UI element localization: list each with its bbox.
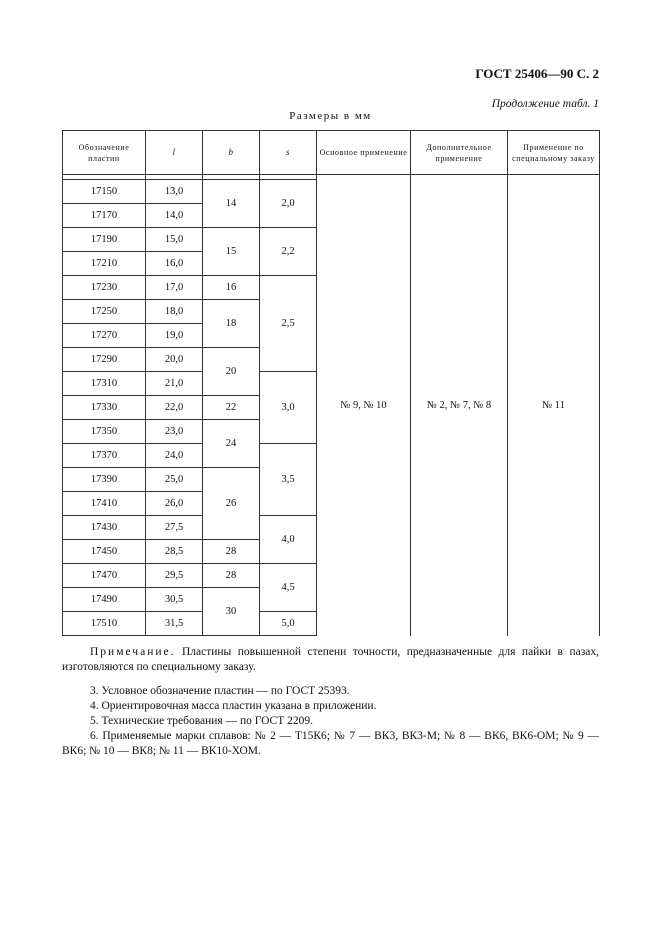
numbered-items — [62, 684, 599, 759]
cell-l: 14,0 — [146, 204, 203, 228]
cell-designation: 17150 — [63, 180, 146, 204]
cell-l: 20,0 — [146, 348, 203, 372]
header-designation: Обозначение пластин — [63, 131, 146, 175]
cell-l: 28,5 — [146, 540, 203, 564]
cell-l: 19,0 — [146, 324, 203, 348]
cell-l: 27,5 — [146, 516, 203, 540]
cell-b: 15 — [203, 228, 260, 276]
cell-b: 30 — [203, 588, 260, 636]
cell-l: 17,0 — [146, 276, 203, 300]
cell-designation: 17490 — [63, 588, 146, 612]
cell-l: 22,0 — [146, 396, 203, 420]
cell-s: 2,5 — [260, 276, 317, 372]
cell-b: 22 — [203, 396, 260, 420]
numbered-item: 3. Условное обозначение пластин — по ГОСТ 25393. — [90, 685, 350, 697]
cell-b: 14 — [203, 180, 260, 228]
cell-designation: 17390 — [63, 468, 146, 492]
dimensions-caption: Размеры в мм — [289, 110, 372, 122]
cell-l: 15,0 — [146, 228, 203, 252]
cell-s: 2,2 — [260, 228, 317, 276]
cell-designation: 17370 — [63, 444, 146, 468]
note-label: Примечание. — [90, 646, 176, 658]
cell-b: 26 — [203, 468, 260, 540]
cell-designation: 17430 — [63, 516, 146, 540]
cell-designation: 17170 — [63, 204, 146, 228]
cell-s: 3,5 — [260, 444, 317, 516]
cell-designation: 17250 — [63, 300, 146, 324]
numbered-item: 4. Ориентировочная масса пластин указана в приложении. — [90, 700, 377, 712]
cell-b: 20 — [203, 348, 260, 396]
cell-l: 30,5 — [146, 588, 203, 612]
cell-l: 29,5 — [146, 564, 203, 588]
cell-designation: 17210 — [63, 252, 146, 276]
header-l: l — [146, 131, 203, 175]
cell-l: 26,0 — [146, 492, 203, 516]
header-b: b — [203, 131, 260, 175]
cell-l: 31,5 — [146, 612, 203, 636]
cell-additional-application: № 2, № 7, № 8 — [411, 175, 508, 636]
cell-designation: 17510 — [63, 612, 146, 636]
cell-b: 16 — [203, 276, 260, 300]
cell-designation: 17410 — [63, 492, 146, 516]
table-continuation-label: Продолжение табл. 1 — [491, 98, 599, 110]
cell-l: 23,0 — [146, 420, 203, 444]
cell-b: 28 — [203, 540, 260, 564]
cell-l: 21,0 — [146, 372, 203, 396]
page-header: ГОСТ 25406—90 С. 2 — [475, 66, 599, 81]
cell-b: 24 — [203, 420, 260, 468]
cell-s: 4,0 — [260, 516, 317, 564]
cell-designation: 17230 — [63, 276, 146, 300]
cell-b: 28 — [203, 564, 260, 588]
cell-s: 5,0 — [260, 612, 317, 636]
cell-l: 16,0 — [146, 252, 203, 276]
cell-designation: 17310 — [63, 372, 146, 396]
cell-designation: 17350 — [63, 420, 146, 444]
cell-designation: 17290 — [63, 348, 146, 372]
header-s: s — [260, 131, 317, 175]
cell-designation: 17270 — [63, 324, 146, 348]
header-main-application: Основное применение — [317, 131, 411, 175]
cell-designation: 17470 — [63, 564, 146, 588]
cell-main-application: № 9, № 10 — [317, 175, 411, 636]
cell-designation: 17450 — [63, 540, 146, 564]
cell-designation: 17190 — [63, 228, 146, 252]
cell-s: 2,0 — [260, 180, 317, 228]
plates-table — [62, 130, 600, 636]
numbered-item: 6. Применяемые марки сплавов: № 2 — Т15К6; № 7 — ВК3, ВК3-М; № 8 — ВК6, ВК6-ОМ; № 9 — ВК6; № 10 — ВК8; № 11 — ВК10-ХОМ. — [62, 730, 599, 757]
cell-l: 13,0 — [146, 180, 203, 204]
cell-l: 25,0 — [146, 468, 203, 492]
cell-b: 18 — [203, 300, 260, 348]
cell-s: 4,5 — [260, 564, 317, 612]
note-text: Пластины повышенной степени точности, предназначенные для пайки в пазах, изготовляются по специальному заказу. — [62, 646, 599, 673]
cell-s: 3,0 — [260, 372, 317, 444]
numbered-item: 5. Технические требования — по ГОСТ 2209. — [90, 715, 313, 727]
cell-l: 24,0 — [146, 444, 203, 468]
header-additional-application: Дополнительное применение — [411, 131, 508, 175]
table-note — [62, 645, 599, 675]
cell-l: 18,0 — [146, 300, 203, 324]
cell-designation: 17330 — [63, 396, 146, 420]
header-special-order: Применение по специальному заказу — [508, 131, 600, 175]
table-body — [63, 175, 600, 636]
cell-special-order: № 11 — [508, 175, 600, 636]
